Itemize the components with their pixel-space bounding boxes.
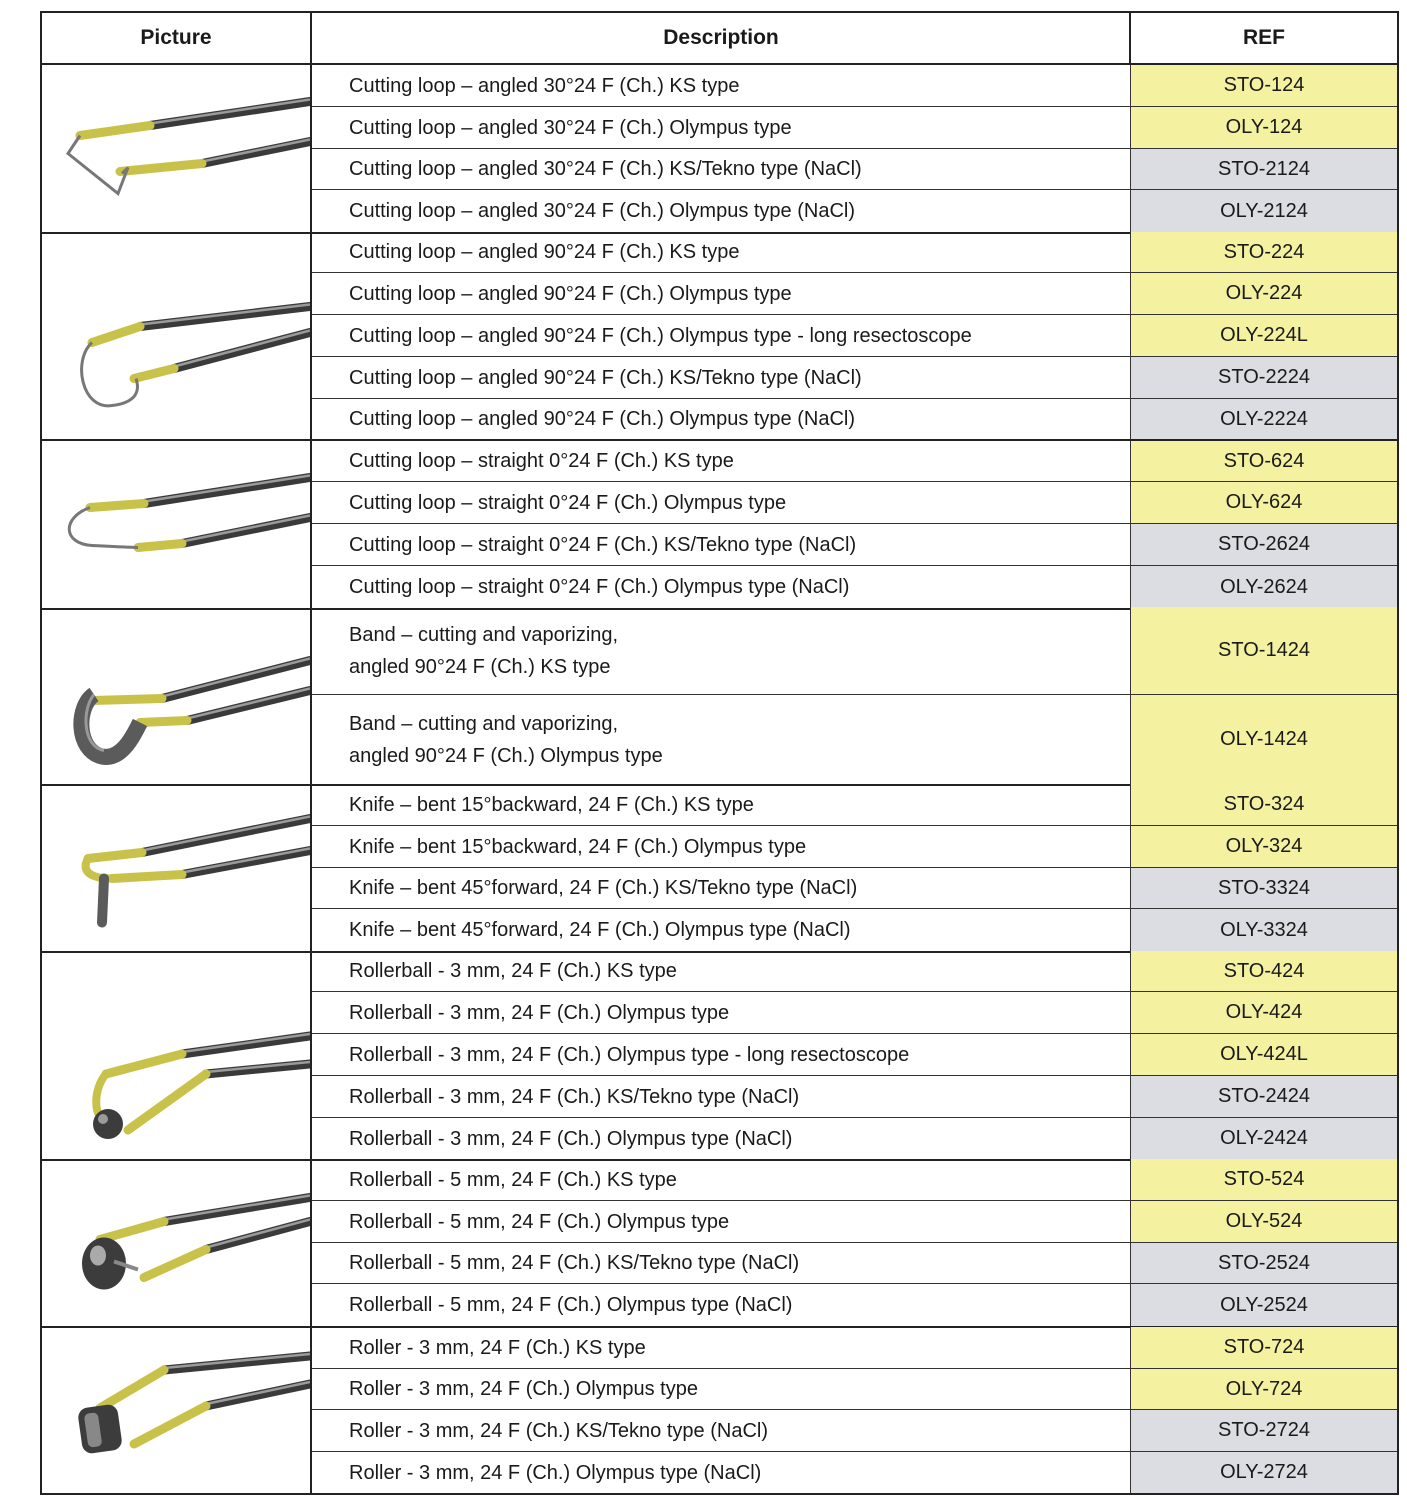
- description-text: Rollerball - 3 mm, 24 F (Ch.) KS type: [349, 960, 677, 982]
- description-text: Rollerball - 3 mm, 24 F (Ch.) Olympus type: [349, 1001, 730, 1024]
- description-cell: [312, 1118, 1130, 1159]
- table-row: [312, 1034, 1397, 1076]
- table-row: [312, 695, 1397, 784]
- table-row: [312, 107, 1397, 149]
- product-group: [42, 232, 1397, 441]
- description-cell: [312, 1159, 1130, 1200]
- header-description: Description: [663, 26, 779, 49]
- table-row: [312, 1201, 1397, 1243]
- product-picture: [42, 951, 310, 1159]
- table-row: [312, 149, 1397, 190]
- description-text: Rollerball - 5 mm, 24 F (Ch.) Olympus type (NaCl): [349, 1294, 793, 1316]
- description-text: Rollerball - 3 mm, 24 F (Ch.) Olympus type (NaCl): [349, 1127, 793, 1150]
- rollerball-5mm-icon: [42, 1159, 310, 1326]
- description-cell: [312, 524, 1130, 565]
- cutting-loop-straight-icon: [42, 441, 310, 608]
- description-text: Rollerball - 5 mm, 24 F (Ch.) Olympus type: [349, 1210, 730, 1233]
- description-text: angled 90°24 F (Ch.) Olympus type: [349, 744, 663, 767]
- description-cell: [312, 951, 1130, 991]
- table-row: [312, 441, 1397, 482]
- ref-code-cell: STO-324: [1130, 784, 1397, 825]
- table-row: [312, 65, 1397, 107]
- description-cell: [312, 1243, 1130, 1283]
- product-picture: [42, 607, 310, 784]
- description-cell: [312, 65, 1130, 106]
- description-cell: [312, 784, 1130, 825]
- product-group: [42, 65, 1397, 234]
- description-text: Cutting loop – angled 90°24 F (Ch.) KS/Tekno type (NaCl): [349, 366, 862, 389]
- table-row: [312, 1452, 1397, 1493]
- cutting-loop-90-icon: [42, 232, 310, 439]
- description-text: Roller - 3 mm, 24 F (Ch.) Olympus type (NaCl): [349, 1461, 762, 1484]
- table-row: [312, 1118, 1397, 1159]
- product-picture: [42, 784, 310, 951]
- description-text: Cutting loop – straight 0°24 F (Ch.) Olympus type: [349, 491, 787, 514]
- description-text: angled 90°24 F (Ch.) KS type: [349, 655, 611, 678]
- description-text: Cutting loop – angled 90°24 F (Ch.) Olympus type: [349, 282, 792, 305]
- ref-code-cell: STO-424: [1130, 951, 1397, 991]
- description-cell: [312, 992, 1130, 1033]
- table-row: [312, 273, 1397, 315]
- table-row: [312, 232, 1397, 273]
- table-row: [312, 607, 1397, 695]
- ref-code-cell: OLY-624: [1130, 482, 1397, 523]
- table-row: [312, 1243, 1397, 1284]
- ref-code-cell: STO-724: [1130, 1327, 1397, 1368]
- product-picture: [42, 1159, 310, 1326]
- description-cell: [312, 315, 1130, 356]
- table-row: [312, 357, 1397, 399]
- table-row: [312, 951, 1397, 992]
- ref-code-cell: OLY-424: [1130, 992, 1397, 1033]
- ref-code-cell: OLY-224: [1130, 273, 1397, 314]
- table-row: [312, 1159, 1397, 1201]
- ref-code-cell: OLY-3324: [1130, 909, 1397, 951]
- description-text: Cutting loop – straight 0°24 F (Ch.) Olympus type (NaCl): [349, 576, 850, 598]
- ref-code-cell: STO-2124: [1130, 149, 1397, 189]
- description-cell: [312, 1201, 1130, 1242]
- table-header: [42, 13, 1397, 65]
- product-picture: [42, 65, 310, 232]
- table-row: [312, 868, 1397, 909]
- table-row: [312, 566, 1397, 608]
- description-cell: [312, 399, 1130, 439]
- description-text: Roller - 3 mm, 24 F (Ch.) KS/Tekno type (NaCl): [349, 1419, 768, 1442]
- product-group: [42, 951, 1397, 1161]
- product-group: [42, 1159, 1397, 1328]
- description-cell: [312, 1076, 1130, 1117]
- ref-code-cell: OLY-224L: [1130, 315, 1397, 356]
- ref-code-cell: OLY-2624: [1130, 566, 1397, 608]
- description-text: Knife – bent 15°backward, 24 F (Ch.) KS type: [349, 793, 754, 816]
- description-cell: [312, 190, 1130, 232]
- product-group: [42, 1327, 1397, 1495]
- description-text: Cutting loop – angled 90°24 F (Ch.) Olympus type (NaCl): [349, 408, 856, 430]
- description-text: Cutting loop – angled 30°24 F (Ch.) KS/Tekno type (NaCl): [349, 158, 862, 180]
- description-text: Cutting loop – angled 30°24 F (Ch.) Olympus type: [349, 116, 792, 139]
- ref-code-cell: STO-3324: [1130, 868, 1397, 908]
- ref-code-cell: OLY-724: [1130, 1369, 1397, 1409]
- description-text: Knife – bent 45°forward, 24 F (Ch.) KS/Tekno type (NaCl): [349, 877, 858, 899]
- description-text: Rollerball - 3 mm, 24 F (Ch.) KS/Tekno type (NaCl): [349, 1085, 800, 1108]
- description-text: Knife – bent 45°forward, 24 F (Ch.) Olympus type (NaCl): [349, 919, 851, 941]
- ref-code-cell: STO-2624: [1130, 524, 1397, 565]
- description-cell: [312, 107, 1130, 148]
- description-cell: [312, 1034, 1130, 1075]
- description-cell: [312, 1410, 1130, 1451]
- ref-code-cell: OLY-2224: [1130, 399, 1397, 439]
- description-text: Band – cutting and vaporizing,: [349, 623, 619, 646]
- description-cell: [312, 232, 1130, 272]
- table-row: [312, 909, 1397, 951]
- description-text: Knife – bent 15°backward, 24 F (Ch.) Olympus type: [349, 835, 807, 858]
- table-row: [312, 399, 1397, 439]
- description-text: Cutting loop – angled 90°24 F (Ch.) Olympus type - long resectoscope: [349, 324, 972, 347]
- description-cell: [312, 357, 1130, 398]
- header-ref: REF: [1243, 26, 1285, 49]
- product-picture: [42, 232, 310, 439]
- cutting-loop-30-icon: [42, 65, 310, 232]
- ref-code-cell: STO-2424: [1130, 1076, 1397, 1117]
- description-cell: [312, 1327, 1130, 1368]
- description-text: Rollerball - 3 mm, 24 F (Ch.) Olympus type - long resectoscope: [349, 1043, 910, 1066]
- description-text: Band – cutting and vaporizing,: [349, 712, 619, 735]
- description-cell: [312, 695, 1130, 784]
- ref-code-cell: OLY-2124: [1130, 190, 1397, 232]
- rollerball-3mm-icon: [42, 951, 310, 1159]
- description-cell: [312, 868, 1130, 908]
- knife-electrode-icon: [42, 784, 310, 951]
- ref-code-cell: OLY-324: [1130, 826, 1397, 867]
- description-text: Cutting loop – straight 0°24 F (Ch.) KS type: [349, 450, 734, 472]
- table-row: [312, 1327, 1397, 1369]
- ref-code-cell: STO-224: [1130, 232, 1397, 272]
- description-text: Rollerball - 5 mm, 24 F (Ch.) KS type: [349, 1168, 677, 1191]
- table-row: [312, 190, 1397, 232]
- table-row: [312, 1369, 1397, 1410]
- description-text: Cutting loop – angled 90°24 F (Ch.) KS type: [349, 241, 740, 263]
- ref-code-cell: OLY-524: [1130, 1201, 1397, 1242]
- table-row: [312, 826, 1397, 868]
- description-cell: [312, 1452, 1130, 1493]
- ref-code-cell: OLY-124: [1130, 107, 1397, 148]
- band-electrode-icon: [42, 607, 310, 784]
- description-cell: [312, 826, 1130, 867]
- description-text: Cutting loop – angled 30°24 F (Ch.) KS type: [349, 74, 740, 97]
- product-picture: [42, 441, 310, 608]
- description-text: Rollerball - 5 mm, 24 F (Ch.) KS/Tekno type (NaCl): [349, 1252, 800, 1274]
- product-table: [40, 11, 1399, 1495]
- description-cell: [312, 1369, 1130, 1409]
- description-text: Cutting loop – angled 30°24 F (Ch.) Olympus type (NaCl): [349, 200, 856, 222]
- ref-code-cell: STO-2524: [1130, 1243, 1397, 1283]
- description-cell: [312, 482, 1130, 523]
- product-group: [42, 607, 1397, 786]
- product-group: [42, 784, 1397, 953]
- product-group: [42, 441, 1397, 610]
- ref-code-cell: STO-2724: [1130, 1410, 1397, 1451]
- product-picture: [42, 1327, 310, 1495]
- description-text: Cutting loop – straight 0°24 F (Ch.) KS/Tekno type (NaCl): [349, 533, 857, 556]
- table-row: [312, 1284, 1397, 1326]
- table-row: [312, 1410, 1397, 1452]
- table-row: [312, 1076, 1397, 1118]
- table-row: [312, 784, 1397, 826]
- roller-3mm-icon: [42, 1327, 310, 1495]
- ref-code-cell: STO-2224: [1130, 357, 1397, 398]
- table-row: [312, 992, 1397, 1034]
- description-text: Roller - 3 mm, 24 F (Ch.) Olympus type: [349, 1378, 698, 1400]
- description-cell: [312, 441, 1130, 481]
- ref-code-cell: OLY-2524: [1130, 1284, 1397, 1326]
- description-cell: [312, 149, 1130, 189]
- table-row: [312, 315, 1397, 357]
- description-cell: [312, 607, 1130, 694]
- description-cell: [312, 273, 1130, 314]
- ref-code-cell: OLY-2424: [1130, 1118, 1397, 1159]
- ref-code-cell: OLY-2724: [1130, 1452, 1397, 1493]
- table-row: [312, 482, 1397, 524]
- ref-code-cell: OLY-1424: [1130, 695, 1397, 784]
- description-cell: [312, 566, 1130, 608]
- ref-code-cell: STO-1424: [1130, 607, 1397, 694]
- description-text: Roller - 3 mm, 24 F (Ch.) KS type: [349, 1336, 646, 1359]
- ref-code-cell: STO-524: [1130, 1159, 1397, 1200]
- description-cell: [312, 1284, 1130, 1326]
- header-picture: Picture: [140, 26, 212, 49]
- description-cell: [312, 909, 1130, 951]
- ref-code-cell: STO-624: [1130, 441, 1397, 481]
- ref-code-cell: OLY-424L: [1130, 1034, 1397, 1075]
- table-row: [312, 524, 1397, 566]
- ref-code-cell: STO-124: [1130, 65, 1397, 106]
